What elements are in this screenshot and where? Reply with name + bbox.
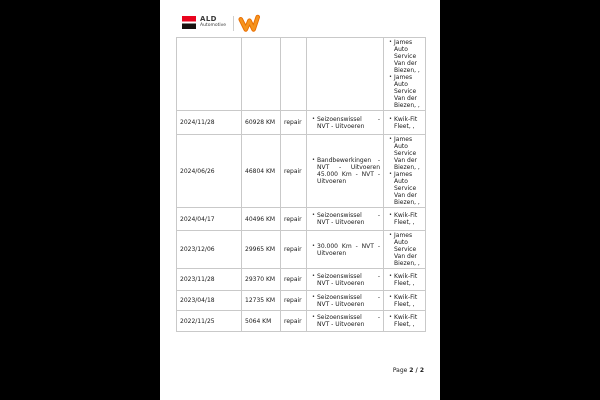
mileage-cell: 5064 KM (242, 311, 281, 332)
mileage-cell: 40496 KM (242, 208, 281, 231)
bullet-icon: • (389, 232, 392, 238)
date-cell: 2023/11/28 (177, 269, 242, 291)
bullet-icon: • (312, 157, 315, 163)
mileage-cell: 12735 KM (242, 291, 281, 311)
date-cell: 2022/11/25 (177, 311, 242, 332)
date-cell: 2024/06/26 (177, 135, 242, 208)
brand-name: ALD (200, 15, 217, 23)
list-item-text: James Auto Service Van der Biezen, , (394, 39, 420, 74)
list-item (387, 116, 422, 130)
supplier-cell (384, 291, 426, 311)
table-row (177, 135, 426, 208)
list-item (387, 136, 422, 171)
bullet-icon: • (389, 314, 392, 320)
table-row (177, 269, 426, 291)
description-cell (307, 311, 384, 332)
supplier-cell (384, 38, 426, 111)
table-row (177, 111, 426, 135)
list-item (310, 212, 380, 226)
date-cell (177, 38, 242, 111)
type-cell: repair (281, 111, 307, 135)
header-brand (182, 12, 260, 34)
supplier-cell (384, 135, 426, 208)
page-number: 2 / 2 (409, 367, 424, 374)
type-cell: repair (281, 269, 307, 291)
mileage-cell: 29370 KM (242, 269, 281, 291)
page-footer (393, 367, 424, 374)
type-cell: repair (281, 291, 307, 311)
ald-societe-generale-logo-icon (182, 16, 196, 29)
list-item (387, 273, 422, 287)
list-item-text: Seizoenswissel - NVT - Uitvoeren (317, 212, 380, 226)
supplier-cell (384, 208, 426, 231)
list-item-text: Seizoenswissel - NVT - Uitvoeren (317, 314, 380, 328)
list-item (387, 74, 422, 109)
document-page (160, 0, 440, 400)
list-item (387, 171, 422, 206)
bullet-icon: • (312, 115, 315, 122)
list-item (387, 232, 422, 267)
table-row (177, 231, 426, 269)
list-item-text: James Auto Service Van der Biezen, , (394, 74, 420, 109)
list-item (310, 314, 380, 328)
list-item (310, 116, 380, 130)
bullet-icon: • (389, 212, 392, 218)
date-cell: 2024/04/17 (177, 208, 242, 231)
mileage-cell: 60928 KM (242, 111, 281, 135)
list-item-text: Seizoenswissel - NVT - Uitvoeren (317, 115, 380, 130)
maintenance-table-body (177, 38, 426, 332)
mileage-cell (242, 38, 281, 111)
table-row (177, 291, 426, 311)
description-cell (307, 38, 384, 111)
supplier-cell (384, 111, 426, 135)
list-item (310, 294, 380, 308)
type-cell: repair (281, 311, 307, 332)
list-item-text: Kwik-Fit Fleet, , (394, 212, 418, 226)
bullet-icon: • (312, 293, 315, 300)
list-item (387, 39, 422, 74)
bullet-icon: • (389, 293, 392, 300)
list-item-text: James Auto Service Van der Biezen, , (394, 171, 420, 206)
mileage-cell: 46804 KM (242, 135, 281, 208)
description-cell (307, 291, 384, 311)
supplier-cell (384, 269, 426, 291)
date-cell: 2023/12/06 (177, 231, 242, 269)
supplier-cell (384, 231, 426, 269)
type-cell: repair (281, 135, 307, 208)
list-item-text: Bandbewerkingen - NVT - Uitvoeren 45.000 Km - NVT - Uitvoeren (317, 157, 380, 185)
list-item-text: Kwik-Fit Fleet, , (394, 293, 418, 308)
bullet-icon: • (389, 74, 392, 80)
bullet-icon: • (312, 272, 315, 279)
brand-subtitle: Automotive (200, 23, 227, 28)
wheels-logo-icon (238, 12, 260, 38)
description-cell (307, 269, 384, 291)
supplier-cell (384, 311, 426, 332)
list-item (387, 314, 422, 328)
description-cell (307, 135, 384, 208)
list-item-text: 30.000 Km - NVT - Uitvoeren (317, 242, 380, 257)
bullet-icon: • (389, 115, 392, 122)
bullet-icon: • (389, 272, 392, 279)
brand-text (200, 16, 226, 28)
list-item (310, 243, 380, 257)
table-row (177, 38, 426, 111)
mileage-cell: 29965 KM (242, 231, 281, 269)
table-row (177, 208, 426, 231)
list-item-text: James Auto Service Van der Biezen, , (394, 232, 420, 267)
description-cell (307, 231, 384, 269)
description-cell (307, 111, 384, 135)
page-label: Page (392, 367, 408, 374)
logo-divider (233, 16, 234, 31)
list-item (310, 157, 380, 185)
list-item (387, 294, 422, 308)
list-item-text: Seizoenswissel - NVT - Uitvoeren (317, 272, 380, 287)
bullet-icon: • (312, 212, 315, 218)
list-item-text: Kwik-Fit Fleet, , (394, 115, 418, 130)
list-item-text: Kwik-Fit Fleet, , (394, 314, 418, 328)
bullet-icon: • (389, 136, 392, 142)
list-item (387, 212, 422, 226)
type-cell: repair (281, 231, 307, 269)
bullet-icon: • (312, 242, 315, 249)
list-item (310, 273, 380, 287)
description-cell (307, 208, 384, 231)
type-cell: repair (281, 208, 307, 231)
list-item-text: Seizoenswissel - NVT - Uitvoeren (317, 293, 380, 308)
date-cell: 2024/11/28 (177, 111, 242, 135)
bullet-icon: • (389, 171, 392, 177)
bullet-icon: • (389, 39, 392, 45)
list-item-text: Kwik-Fit Fleet, , (394, 272, 418, 287)
list-item-text: James Auto Service Van der Biezen, , (394, 136, 420, 171)
date-cell: 2023/04/18 (177, 291, 242, 311)
maintenance-history-table (176, 37, 426, 332)
table-row (177, 311, 426, 332)
bullet-icon: • (312, 314, 315, 320)
type-cell (281, 38, 307, 111)
